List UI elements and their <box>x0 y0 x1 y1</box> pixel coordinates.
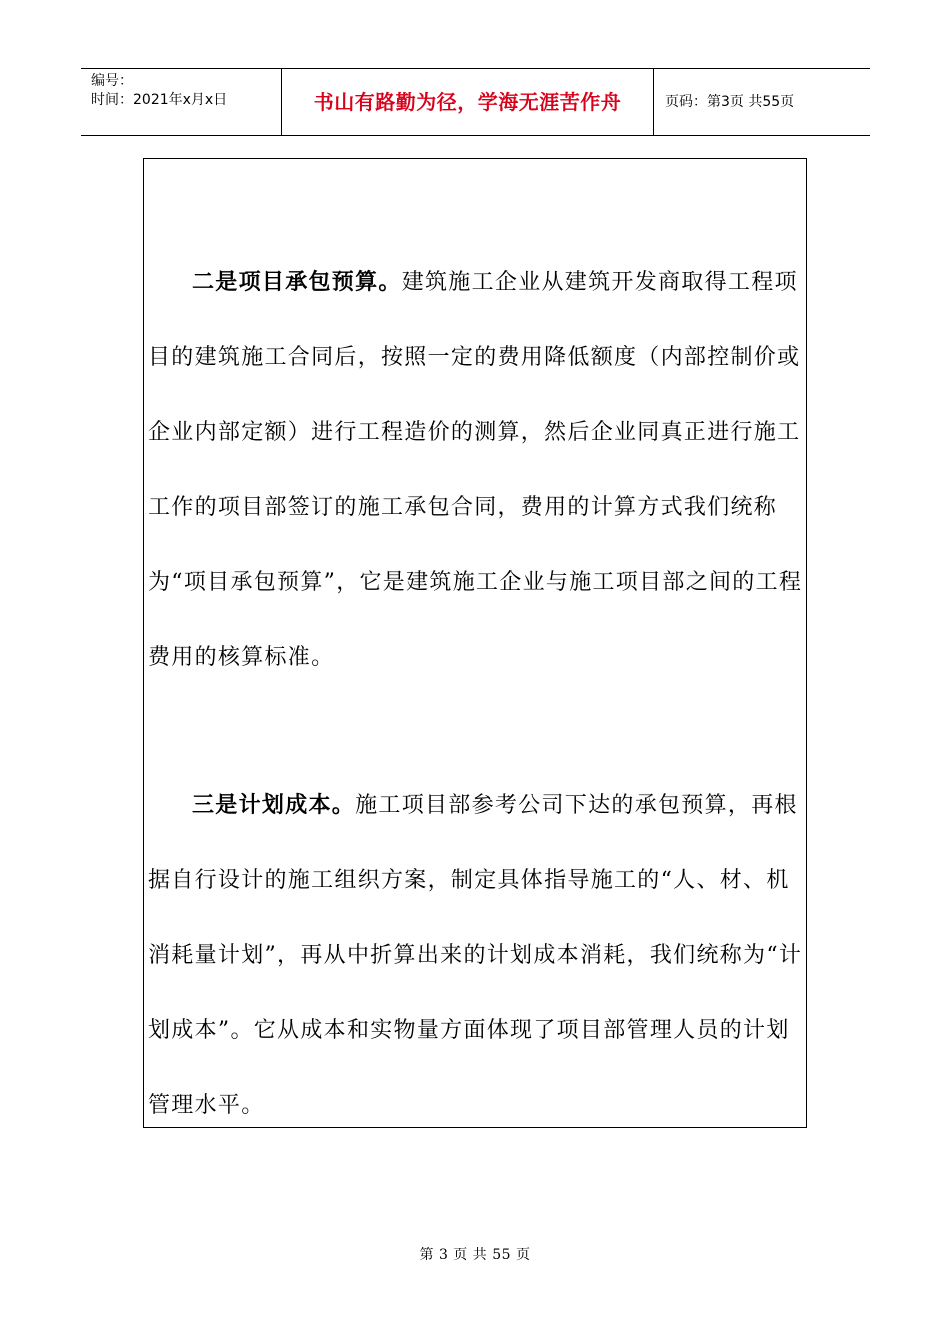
header-meta <box>81 69 282 135</box>
paragraph-heading: 三是计划成本。 <box>192 793 356 818</box>
paragraph-project-contract-budget <box>148 245 804 695</box>
content-box <box>143 158 807 1128</box>
header-page-info: 页码：第3页 共55页 <box>665 94 795 110</box>
document-date: 时间：2021年x月x日 <box>91 92 228 108</box>
page-footer: 第 3 页 共 55 页 <box>419 1247 531 1263</box>
page-header <box>81 68 870 136</box>
paragraph-heading: 二是项目承包预算。 <box>192 270 402 295</box>
paragraph-body: 施工项目部参考公司下达的承包预算，再根据自行设计的施工组织方案，制定具体指导施工的“人、材、机消耗量计划”，再从中折算出来的计划成本消耗，我们统称为“计划成本”。它从成本和实物量方面体现了项目部管理人员的计划管理水平。 <box>148 793 803 1118</box>
paragraph-body: 建筑施工企业从建筑开发商取得工程项目的建筑施工合同后，按照一定的费用降低额度（内部控制价或企业内部定额）进行工程造价的测算，然后企业同真正进行施工工作的项目部签订的施工承包合同，费用的计算方式我们统称为“项目承包预算”，它是建筑施工企业与施工项目部之间的工程费用的核算标准。 <box>148 270 803 670</box>
header-motto: 书山有路勤为径，学海无涯苦作舟 <box>282 69 654 135</box>
document-number-label: 编号： <box>91 73 133 89</box>
paragraph-planned-cost <box>148 768 804 1143</box>
